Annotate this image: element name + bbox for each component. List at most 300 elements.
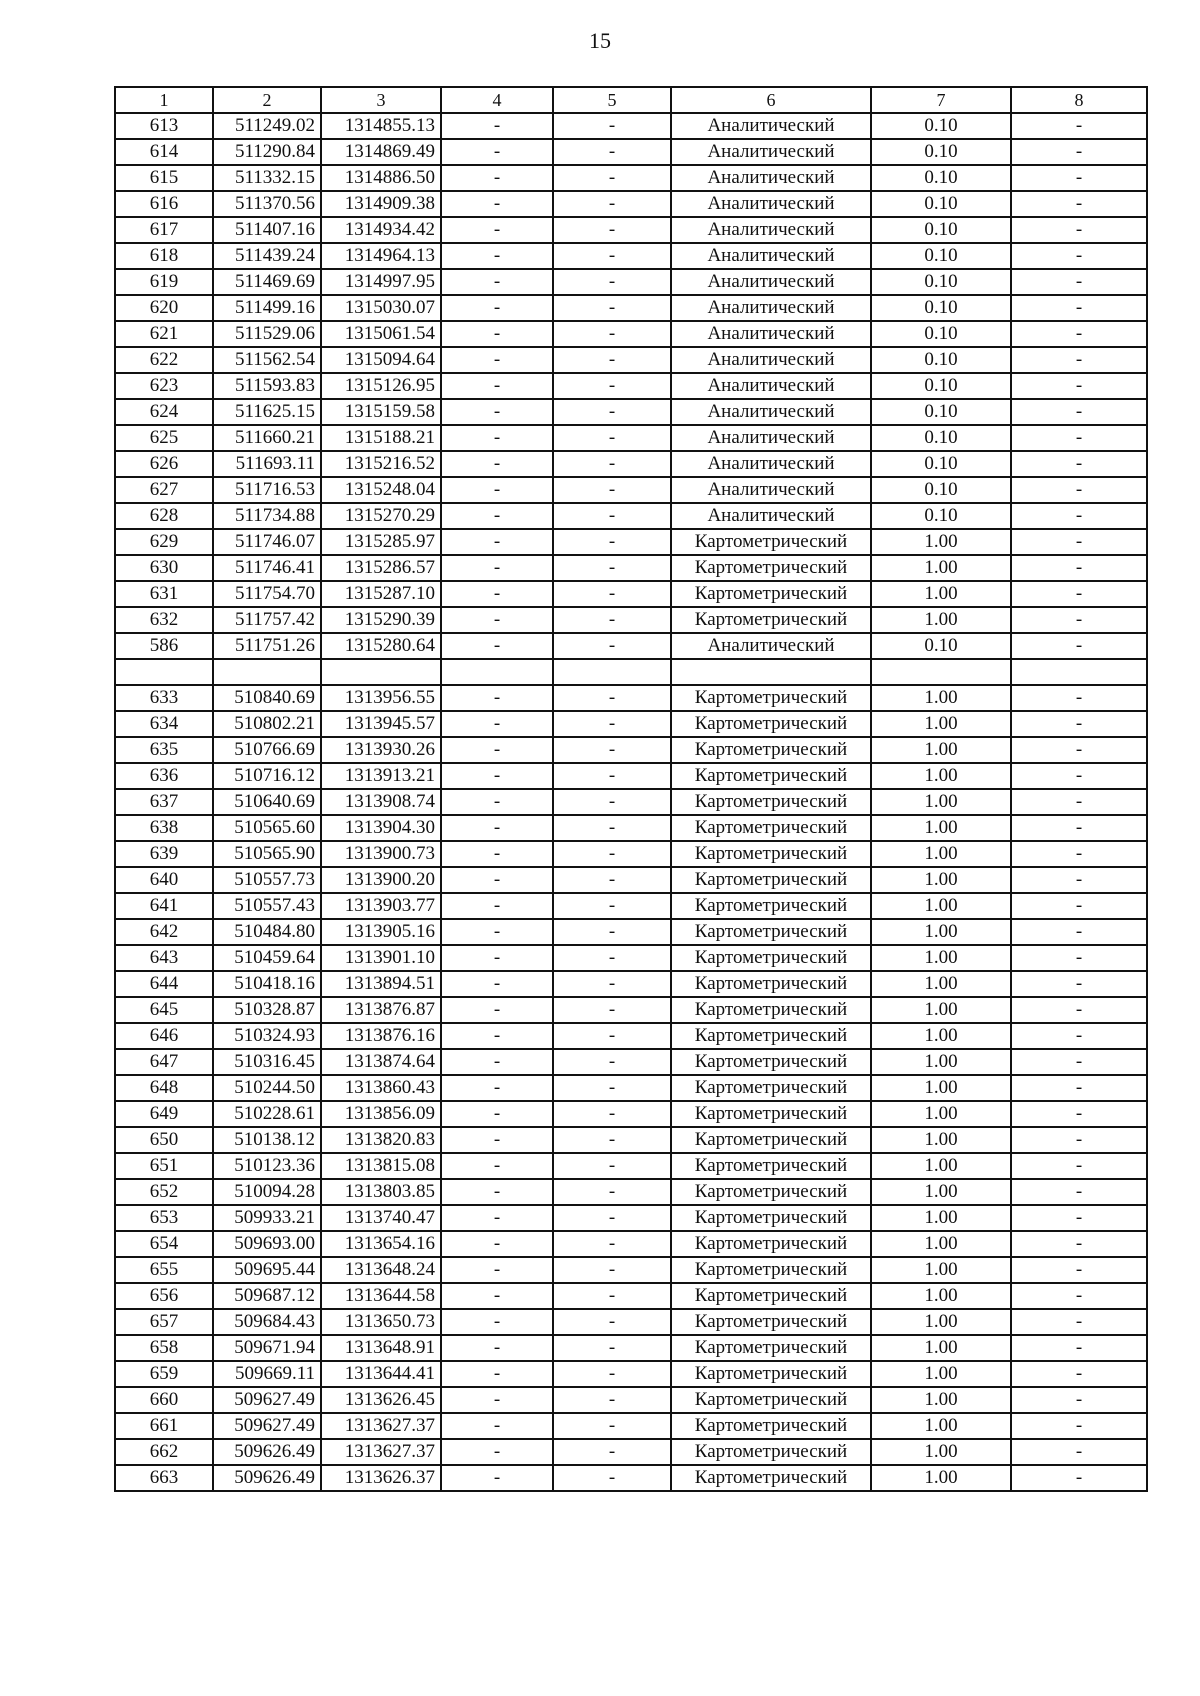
table-row bbox=[115, 867, 1147, 893]
col-accuracy-cell: 0.10 bbox=[871, 503, 1011, 529]
col-x-coordinate-cell: 509627.49 bbox=[213, 1387, 321, 1413]
col-method-cell: Аналитический bbox=[671, 425, 871, 451]
col-x-coordinate-cell: 509626.49 bbox=[213, 1439, 321, 1465]
col-method-cell: Картометрический bbox=[671, 581, 871, 607]
col-y-coordinate-cell: 1315248.04 bbox=[321, 477, 441, 503]
col-method-cell: Картометрический bbox=[671, 1257, 871, 1283]
col-y-coordinate-cell: 1315030.07 bbox=[321, 295, 441, 321]
col-x-coordinate-cell: 509933.21 bbox=[213, 1205, 321, 1231]
col-point-number-cell: 633 bbox=[115, 685, 213, 711]
col-point-number-cell: 647 bbox=[115, 1049, 213, 1075]
col-y-coordinate-cell: 1315216.52 bbox=[321, 451, 441, 477]
col-5-cell: - bbox=[553, 217, 671, 243]
col-accuracy-cell: 0.10 bbox=[871, 165, 1011, 191]
col-x-coordinate-cell: 510557.73 bbox=[213, 867, 321, 893]
col-x-coordinate-cell: 510123.36 bbox=[213, 1153, 321, 1179]
col-accuracy-cell: 0.10 bbox=[871, 139, 1011, 165]
col-y-coordinate-cell: 1315287.10 bbox=[321, 581, 441, 607]
col-point-number-cell: 657 bbox=[115, 1309, 213, 1335]
col-accuracy-cell: 1.00 bbox=[871, 1179, 1011, 1205]
col-point-number-cell: 626 bbox=[115, 451, 213, 477]
col-x-coordinate-cell: 510557.43 bbox=[213, 893, 321, 919]
col-4-cell: - bbox=[441, 347, 553, 373]
col-y-coordinate-cell: 1313900.73 bbox=[321, 841, 441, 867]
col-8-cell: - bbox=[1011, 919, 1147, 945]
col-5-cell: - bbox=[553, 971, 671, 997]
col-4-cell: - bbox=[441, 217, 553, 243]
col-method-cell: Картометрический bbox=[671, 1205, 871, 1231]
col-4-cell: - bbox=[441, 971, 553, 997]
col-y-coordinate-cell: 1315270.29 bbox=[321, 503, 441, 529]
col-4-cell: - bbox=[441, 841, 553, 867]
col-4-cell: - bbox=[441, 1413, 553, 1439]
col-y-coordinate-cell: 1313650.73 bbox=[321, 1309, 441, 1335]
col-method-cell: Картометрический bbox=[671, 815, 871, 841]
col-8-cell: - bbox=[1011, 477, 1147, 503]
col-accuracy-cell: 1.00 bbox=[871, 1153, 1011, 1179]
col-5-cell: - bbox=[553, 737, 671, 763]
col-5-cell: - bbox=[553, 399, 671, 425]
col-4-cell: - bbox=[441, 711, 553, 737]
col-accuracy-cell: 1.00 bbox=[871, 1439, 1011, 1465]
col-method-cell: Картометрический bbox=[671, 841, 871, 867]
col-x-coordinate-cell: 510316.45 bbox=[213, 1049, 321, 1075]
table-row bbox=[115, 1023, 1147, 1049]
col-8-cell: - bbox=[1011, 373, 1147, 399]
col-method-cell: Аналитический bbox=[671, 347, 871, 373]
col-4-cell: - bbox=[441, 1023, 553, 1049]
col-method-cell: Картометрический bbox=[671, 1413, 871, 1439]
col-point-number-cell: 635 bbox=[115, 737, 213, 763]
col-4-cell: - bbox=[441, 763, 553, 789]
table-row bbox=[115, 451, 1147, 477]
col-x-coordinate-cell: 511562.54 bbox=[213, 347, 321, 373]
table-row bbox=[115, 945, 1147, 971]
col-5-cell: - bbox=[553, 1387, 671, 1413]
col-point-number-cell: 629 bbox=[115, 529, 213, 555]
col-point-number-cell: 636 bbox=[115, 763, 213, 789]
col-y-coordinate-cell: 1313876.16 bbox=[321, 1023, 441, 1049]
col-4-cell: - bbox=[441, 1231, 553, 1257]
col-4-cell: - bbox=[441, 1465, 553, 1491]
col-8-cell: - bbox=[1011, 451, 1147, 477]
col-y-coordinate-cell: 1313627.37 bbox=[321, 1413, 441, 1439]
col-y-coordinate-cell: 1313820.83 bbox=[321, 1127, 441, 1153]
col-4-cell: - bbox=[441, 997, 553, 1023]
col-y-coordinate-cell: 1313956.55 bbox=[321, 685, 441, 711]
col-8-cell: - bbox=[1011, 1205, 1147, 1231]
col-y-coordinate-cell: 1314934.42 bbox=[321, 217, 441, 243]
col-4-cell: - bbox=[441, 243, 553, 269]
col-5-cell: - bbox=[553, 503, 671, 529]
col-x-coordinate-cell: 510640.69 bbox=[213, 789, 321, 815]
col-x-coordinate-cell: 510418.16 bbox=[213, 971, 321, 997]
col-accuracy-cell: 1.00 bbox=[871, 1049, 1011, 1075]
col-accuracy-cell: 1.00 bbox=[871, 1387, 1011, 1413]
table-row bbox=[115, 789, 1147, 815]
col-x-coordinate-cell: 511693.11 bbox=[213, 451, 321, 477]
table-row bbox=[115, 1127, 1147, 1153]
col-8-cell: - bbox=[1011, 399, 1147, 425]
col-method-cell: Аналитический bbox=[671, 243, 871, 269]
table-row bbox=[115, 971, 1147, 997]
col-5-cell: - bbox=[553, 555, 671, 581]
col-accuracy-cell: 1.00 bbox=[871, 685, 1011, 711]
col-method-cell: Аналитический bbox=[671, 633, 871, 659]
col-x-coordinate-cell: 2 bbox=[213, 87, 321, 113]
table-row bbox=[115, 477, 1147, 503]
col-8-cell: - bbox=[1011, 1465, 1147, 1491]
table-row bbox=[115, 1309, 1147, 1335]
col-x-coordinate-cell: 511754.70 bbox=[213, 581, 321, 607]
col-x-coordinate-cell: 510802.21 bbox=[213, 711, 321, 737]
col-accuracy-cell: 1.00 bbox=[871, 1309, 1011, 1335]
col-method-cell: Аналитический bbox=[671, 477, 871, 503]
col-8-cell: - bbox=[1011, 217, 1147, 243]
col-x-coordinate-cell: 509669.11 bbox=[213, 1361, 321, 1387]
col-accuracy-cell: 1.00 bbox=[871, 1101, 1011, 1127]
col-accuracy-cell: 1.00 bbox=[871, 1023, 1011, 1049]
col-point-number-cell: 658 bbox=[115, 1335, 213, 1361]
col-y-coordinate-cell: 1313900.20 bbox=[321, 867, 441, 893]
col-method-cell: Картометрический bbox=[671, 1361, 871, 1387]
col-x-coordinate-cell: 511407.16 bbox=[213, 217, 321, 243]
col-5-cell: - bbox=[553, 1335, 671, 1361]
col-accuracy-cell: 1.00 bbox=[871, 1465, 1011, 1491]
col-accuracy-cell bbox=[871, 659, 1011, 685]
col-accuracy-cell: 1.00 bbox=[871, 711, 1011, 737]
col-method-cell: Картометрический bbox=[671, 607, 871, 633]
col-method-cell: Картометрический bbox=[671, 685, 871, 711]
col-point-number-cell: 625 bbox=[115, 425, 213, 451]
col-point-number-cell: 651 bbox=[115, 1153, 213, 1179]
col-5-cell: 5 bbox=[553, 87, 671, 113]
col-x-coordinate-cell: 510094.28 bbox=[213, 1179, 321, 1205]
col-accuracy-cell: 1.00 bbox=[871, 1257, 1011, 1283]
col-4-cell: - bbox=[441, 815, 553, 841]
col-8-cell: - bbox=[1011, 945, 1147, 971]
table-row bbox=[115, 1049, 1147, 1075]
col-4-cell: 4 bbox=[441, 87, 553, 113]
col-accuracy-cell: 1.00 bbox=[871, 971, 1011, 997]
col-4-cell: - bbox=[441, 1361, 553, 1387]
col-y-coordinate-cell: 1313894.51 bbox=[321, 971, 441, 997]
table-row bbox=[115, 1153, 1147, 1179]
col-x-coordinate-cell: 510484.80 bbox=[213, 919, 321, 945]
col-8-cell: - bbox=[1011, 685, 1147, 711]
col-4-cell: - bbox=[441, 1335, 553, 1361]
col-x-coordinate-cell: 511529.06 bbox=[213, 321, 321, 347]
col-accuracy-cell: 1.00 bbox=[871, 1361, 1011, 1387]
table-row bbox=[115, 581, 1147, 607]
col-point-number-cell: 661 bbox=[115, 1413, 213, 1439]
col-4-cell: - bbox=[441, 1439, 553, 1465]
table-row bbox=[115, 425, 1147, 451]
col-8-cell: - bbox=[1011, 867, 1147, 893]
col-8-cell: - bbox=[1011, 1179, 1147, 1205]
col-method-cell: 6 bbox=[671, 87, 871, 113]
col-point-number-cell: 614 bbox=[115, 139, 213, 165]
col-x-coordinate-cell: 509687.12 bbox=[213, 1283, 321, 1309]
col-y-coordinate-cell: 1315061.54 bbox=[321, 321, 441, 347]
col-y-coordinate-cell: 1313815.08 bbox=[321, 1153, 441, 1179]
col-method-cell: Картометрический bbox=[671, 711, 871, 737]
col-accuracy-cell: 0.10 bbox=[871, 113, 1011, 139]
col-accuracy-cell: 1.00 bbox=[871, 1335, 1011, 1361]
col-4-cell: - bbox=[441, 477, 553, 503]
col-8-cell: - bbox=[1011, 1127, 1147, 1153]
col-8-cell: - bbox=[1011, 711, 1147, 737]
col-method-cell: Картометрический bbox=[671, 893, 871, 919]
col-5-cell: - bbox=[553, 815, 671, 841]
col-y-coordinate-cell: 1315290.39 bbox=[321, 607, 441, 633]
col-y-coordinate-cell: 1315285.97 bbox=[321, 529, 441, 555]
col-accuracy-cell: 1.00 bbox=[871, 1075, 1011, 1101]
col-5-cell: - bbox=[553, 997, 671, 1023]
col-method-cell: Картометрический bbox=[671, 1127, 871, 1153]
col-5-cell: - bbox=[553, 165, 671, 191]
col-accuracy-cell: 0.10 bbox=[871, 321, 1011, 347]
col-point-number-cell: 624 bbox=[115, 399, 213, 425]
col-point-number-cell: 637 bbox=[115, 789, 213, 815]
col-point-number-cell: 663 bbox=[115, 1465, 213, 1491]
col-5-cell: - bbox=[553, 139, 671, 165]
col-x-coordinate-cell: 511751.26 bbox=[213, 633, 321, 659]
table-row bbox=[115, 711, 1147, 737]
col-4-cell: - bbox=[441, 529, 553, 555]
table-row bbox=[115, 165, 1147, 191]
col-accuracy-cell: 1.00 bbox=[871, 1283, 1011, 1309]
col-4-cell: - bbox=[441, 139, 553, 165]
col-method-cell: Картометрический bbox=[671, 763, 871, 789]
col-accuracy-cell: 0.10 bbox=[871, 425, 1011, 451]
col-point-number-cell: 645 bbox=[115, 997, 213, 1023]
col-x-coordinate-cell: 510244.50 bbox=[213, 1075, 321, 1101]
col-5-cell: - bbox=[553, 373, 671, 399]
col-method-cell: Аналитический bbox=[671, 139, 871, 165]
table-header-row bbox=[115, 87, 1147, 113]
col-point-number-cell: 656 bbox=[115, 1283, 213, 1309]
col-accuracy-cell: 1.00 bbox=[871, 529, 1011, 555]
col-5-cell: - bbox=[553, 1153, 671, 1179]
col-8-cell: - bbox=[1011, 503, 1147, 529]
col-method-cell bbox=[671, 659, 871, 685]
col-y-coordinate-cell: 1314909.38 bbox=[321, 191, 441, 217]
col-method-cell: Картометрический bbox=[671, 867, 871, 893]
col-4-cell: - bbox=[441, 1127, 553, 1153]
col-8-cell: - bbox=[1011, 1153, 1147, 1179]
col-y-coordinate-cell: 1313904.30 bbox=[321, 815, 441, 841]
col-8-cell: - bbox=[1011, 633, 1147, 659]
col-y-coordinate-cell: 1313626.45 bbox=[321, 1387, 441, 1413]
col-point-number-cell bbox=[115, 659, 213, 685]
col-y-coordinate-cell: 1313648.24 bbox=[321, 1257, 441, 1283]
col-point-number-cell: 638 bbox=[115, 815, 213, 841]
col-4-cell: - bbox=[441, 1101, 553, 1127]
col-point-number-cell: 623 bbox=[115, 373, 213, 399]
col-8-cell: - bbox=[1011, 1309, 1147, 1335]
col-4-cell: - bbox=[441, 893, 553, 919]
col-x-coordinate-cell: 509671.94 bbox=[213, 1335, 321, 1361]
col-5-cell bbox=[553, 659, 671, 685]
col-8-cell: 8 bbox=[1011, 87, 1147, 113]
col-accuracy-cell: 1.00 bbox=[871, 763, 1011, 789]
col-8-cell: - bbox=[1011, 1049, 1147, 1075]
table-row bbox=[115, 217, 1147, 243]
col-x-coordinate-cell: 510459.64 bbox=[213, 945, 321, 971]
col-5-cell: - bbox=[553, 607, 671, 633]
col-point-number-cell: 641 bbox=[115, 893, 213, 919]
col-4-cell: - bbox=[441, 685, 553, 711]
col-point-number-cell: 621 bbox=[115, 321, 213, 347]
col-5-cell: - bbox=[553, 789, 671, 815]
col-5-cell: - bbox=[553, 581, 671, 607]
col-point-number-cell: 654 bbox=[115, 1231, 213, 1257]
col-5-cell: - bbox=[553, 1257, 671, 1283]
col-point-number-cell: 655 bbox=[115, 1257, 213, 1283]
col-point-number-cell: 616 bbox=[115, 191, 213, 217]
col-method-cell: Картометрический bbox=[671, 555, 871, 581]
table-row bbox=[115, 685, 1147, 711]
col-8-cell: - bbox=[1011, 139, 1147, 165]
col-point-number-cell: 617 bbox=[115, 217, 213, 243]
col-method-cell: Картометрический bbox=[671, 1387, 871, 1413]
col-5-cell: - bbox=[553, 451, 671, 477]
col-4-cell: - bbox=[441, 399, 553, 425]
col-5-cell: - bbox=[553, 867, 671, 893]
col-5-cell: - bbox=[553, 1205, 671, 1231]
col-x-coordinate-cell: 511290.84 bbox=[213, 139, 321, 165]
col-4-cell: - bbox=[441, 1205, 553, 1231]
table-row bbox=[115, 1465, 1147, 1491]
col-x-coordinate-cell bbox=[213, 659, 321, 685]
col-y-coordinate-cell: 1313654.16 bbox=[321, 1231, 441, 1257]
col-4-cell: - bbox=[441, 373, 553, 399]
col-method-cell: Картометрический bbox=[671, 1439, 871, 1465]
col-accuracy-cell: 1.00 bbox=[871, 945, 1011, 971]
col-x-coordinate-cell: 510565.90 bbox=[213, 841, 321, 867]
table-row bbox=[115, 113, 1147, 139]
col-point-number-cell: 639 bbox=[115, 841, 213, 867]
col-8-cell: - bbox=[1011, 191, 1147, 217]
col-4-cell: - bbox=[441, 425, 553, 451]
col-y-coordinate-cell: 1313644.58 bbox=[321, 1283, 441, 1309]
table-row bbox=[115, 815, 1147, 841]
col-x-coordinate-cell: 510766.69 bbox=[213, 737, 321, 763]
col-8-cell: - bbox=[1011, 1387, 1147, 1413]
col-accuracy-cell: 7 bbox=[871, 87, 1011, 113]
col-4-cell bbox=[441, 659, 553, 685]
col-method-cell: Картометрический bbox=[671, 1049, 871, 1075]
blank-separator-row bbox=[115, 659, 1147, 685]
col-accuracy-cell: 1.00 bbox=[871, 1413, 1011, 1439]
col-4-cell: - bbox=[441, 555, 553, 581]
col-accuracy-cell: 0.10 bbox=[871, 347, 1011, 373]
col-method-cell: Картометрический bbox=[671, 997, 871, 1023]
col-method-cell: Картометрический bbox=[671, 1023, 871, 1049]
col-x-coordinate-cell: 510840.69 bbox=[213, 685, 321, 711]
col-y-coordinate-cell: 1315126.95 bbox=[321, 373, 441, 399]
col-point-number-cell: 631 bbox=[115, 581, 213, 607]
col-x-coordinate-cell: 511734.88 bbox=[213, 503, 321, 529]
col-5-cell: - bbox=[553, 711, 671, 737]
col-point-number-cell: 619 bbox=[115, 269, 213, 295]
col-y-coordinate-cell: 1313874.64 bbox=[321, 1049, 441, 1075]
table-row bbox=[115, 1361, 1147, 1387]
col-method-cell: Аналитический bbox=[671, 373, 871, 399]
col-x-coordinate-cell: 511249.02 bbox=[213, 113, 321, 139]
col-y-coordinate-cell: 1313901.10 bbox=[321, 945, 441, 971]
table-row bbox=[115, 1179, 1147, 1205]
col-x-coordinate-cell: 510138.12 bbox=[213, 1127, 321, 1153]
col-accuracy-cell: 1.00 bbox=[871, 867, 1011, 893]
col-point-number-cell: 615 bbox=[115, 165, 213, 191]
col-y-coordinate-cell: 1315280.64 bbox=[321, 633, 441, 659]
col-x-coordinate-cell: 510565.60 bbox=[213, 815, 321, 841]
col-method-cell: Картометрический bbox=[671, 919, 871, 945]
col-point-number-cell: 648 bbox=[115, 1075, 213, 1101]
col-x-coordinate-cell: 511370.56 bbox=[213, 191, 321, 217]
col-8-cell: - bbox=[1011, 789, 1147, 815]
col-8-cell: - bbox=[1011, 1231, 1147, 1257]
col-accuracy-cell: 1.00 bbox=[871, 737, 1011, 763]
col-method-cell: Картометрический bbox=[671, 1309, 871, 1335]
table-row bbox=[115, 529, 1147, 555]
col-y-coordinate-cell: 1313626.37 bbox=[321, 1465, 441, 1491]
table-row bbox=[115, 191, 1147, 217]
col-x-coordinate-cell: 511469.69 bbox=[213, 269, 321, 295]
col-8-cell: - bbox=[1011, 581, 1147, 607]
col-8-cell: - bbox=[1011, 1283, 1147, 1309]
col-y-coordinate-cell: 1314855.13 bbox=[321, 113, 441, 139]
col-accuracy-cell: 0.10 bbox=[871, 451, 1011, 477]
col-4-cell: - bbox=[441, 503, 553, 529]
table-row bbox=[115, 763, 1147, 789]
table-row bbox=[115, 997, 1147, 1023]
col-accuracy-cell: 0.10 bbox=[871, 295, 1011, 321]
col-5-cell: - bbox=[553, 1439, 671, 1465]
col-4-cell: - bbox=[441, 1309, 553, 1335]
col-method-cell: Картометрический bbox=[671, 1153, 871, 1179]
col-point-number-cell: 586 bbox=[115, 633, 213, 659]
col-4-cell: - bbox=[441, 191, 553, 217]
col-8-cell: - bbox=[1011, 1335, 1147, 1361]
table-body bbox=[115, 87, 1147, 1491]
col-accuracy-cell: 0.10 bbox=[871, 217, 1011, 243]
col-y-coordinate-cell: 1313913.21 bbox=[321, 763, 441, 789]
col-5-cell: - bbox=[553, 945, 671, 971]
col-accuracy-cell: 0.10 bbox=[871, 269, 1011, 295]
table-row bbox=[115, 841, 1147, 867]
col-y-coordinate-cell: 1313803.85 bbox=[321, 1179, 441, 1205]
col-point-number-cell: 643 bbox=[115, 945, 213, 971]
col-y-coordinate-cell: 1314964.13 bbox=[321, 243, 441, 269]
col-5-cell: - bbox=[553, 529, 671, 555]
table-row bbox=[115, 1439, 1147, 1465]
col-4-cell: - bbox=[441, 867, 553, 893]
col-8-cell: - bbox=[1011, 529, 1147, 555]
table-row bbox=[115, 1335, 1147, 1361]
col-point-number-cell: 628 bbox=[115, 503, 213, 529]
table-row bbox=[115, 269, 1147, 295]
col-method-cell: Картометрический bbox=[671, 945, 871, 971]
table-row bbox=[115, 503, 1147, 529]
col-point-number-cell: 650 bbox=[115, 1127, 213, 1153]
col-method-cell: Картометрический bbox=[671, 1465, 871, 1491]
col-point-number-cell: 632 bbox=[115, 607, 213, 633]
col-y-coordinate-cell: 1314997.95 bbox=[321, 269, 441, 295]
col-x-coordinate-cell: 510228.61 bbox=[213, 1101, 321, 1127]
